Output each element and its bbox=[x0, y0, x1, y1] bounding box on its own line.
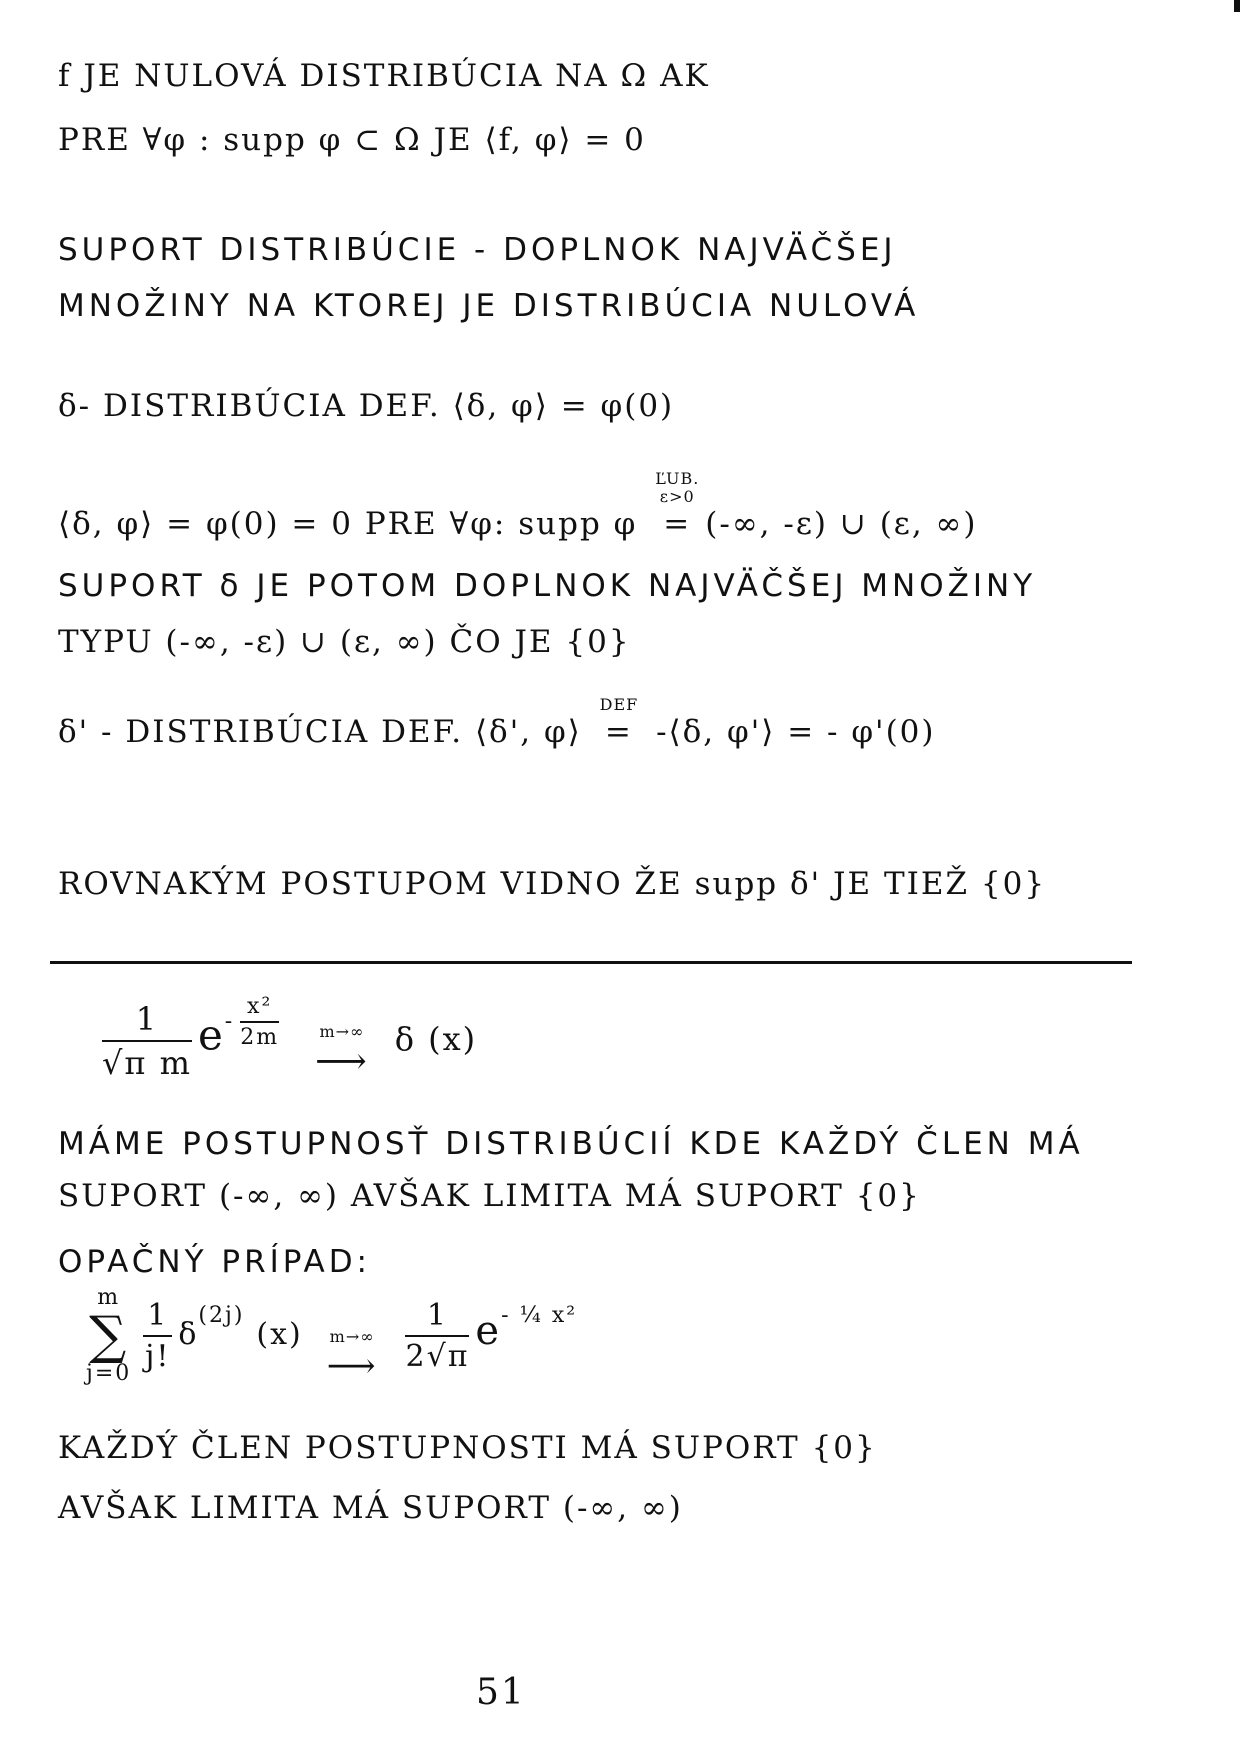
series-res-num: 1 bbox=[405, 1298, 469, 1337]
gaussian-limit-result: δ (x) bbox=[394, 1019, 478, 1058]
formula-gaussian-limit bbox=[96, 993, 478, 1082]
line-each-term-support: KAŽDÝ ČLEN POSTUPNOSTI MÁ SUPORT {0} bbox=[58, 1430, 877, 1466]
gaussian-base: e bbox=[197, 1010, 225, 1060]
line-support-def-1: SUPORT DISTRIBÚCIE - DOPLNOK NAJVÄČŠEJ bbox=[58, 232, 897, 268]
series-limit-arrow bbox=[327, 1328, 378, 1386]
gaussian-exp-minus: - bbox=[224, 1008, 235, 1034]
series-result-coefficient bbox=[405, 1298, 469, 1374]
sum-lower: j=0 bbox=[86, 1361, 132, 1386]
gaussian-coefficient bbox=[102, 1000, 192, 1082]
line-limit-support: AVŠAK LIMITA MÁ SUPORT (-∞, ∞) bbox=[58, 1490, 683, 1526]
series-delta-order: (2j) bbox=[198, 1303, 245, 1328]
gaussian-arrow-label: m→∞ bbox=[319, 1022, 365, 1041]
line-opposite-case: OPAČNÝ PRÍPAD: bbox=[58, 1244, 372, 1280]
series-result-base: e bbox=[475, 1308, 502, 1354]
line-delta-def: δ- DISTRIBÚCIA DEF. ⟨δ, φ⟩ = φ(0) bbox=[58, 388, 675, 424]
delta-zero-right: (-∞, -ε) ∪ (ε, ∞) bbox=[705, 506, 978, 542]
overset-eps: ε>0 bbox=[659, 487, 695, 506]
formula-series-limit bbox=[86, 1286, 577, 1386]
sum-sigma: ∑ bbox=[89, 1306, 129, 1366]
gaussian-coef-den: √π m bbox=[102, 1044, 192, 1082]
overset-def-eq: = bbox=[604, 714, 633, 750]
line-delta-zero bbox=[58, 470, 977, 542]
line-delta-support-1: SUPORT δ JE POTOM DOPLNOK NAJVÄČŠEJ MNOŽINY bbox=[58, 568, 1037, 604]
gaussian-exponent bbox=[224, 993, 285, 1050]
line-null-distribution-def: f JE NULOVÁ DISTRIBÚCIA NA Ω AK bbox=[58, 58, 710, 94]
gaussian-coef-num: 1 bbox=[102, 1000, 192, 1042]
line-sequence-1: MÁME POSTUPNOSŤ DISTRIBÚCIÍ KDE KAŽDÝ ČLEN MÁ bbox=[58, 1126, 1084, 1162]
delta-prime-right: -⟨δ, φ'⟩ = - φ'(0) bbox=[644, 714, 936, 750]
gaussian-exp-den: 2m bbox=[240, 1024, 280, 1050]
series-result-exponent: - ¼ x² bbox=[501, 1303, 578, 1328]
series-res-den: 2√π bbox=[405, 1339, 470, 1374]
scan-corner-mark bbox=[1234, 0, 1240, 12]
delta-zero-left: ⟨δ, φ⟩ = φ(0) = 0 PRE ∀φ: supp φ bbox=[58, 506, 650, 542]
line-support-def-2: MNOŽINY NA KTOREJ JE DISTRIBÚCIA NULOVÁ bbox=[58, 288, 920, 324]
series-delta: δ bbox=[178, 1317, 199, 1352]
eq-def bbox=[600, 696, 639, 750]
overset-def: DEF bbox=[599, 695, 639, 714]
delta-prime-left: δ' - DISTRIBÚCIA DEF. ⟨δ', φ⟩ bbox=[58, 714, 594, 750]
gaussian-limit-arrow bbox=[315, 1023, 369, 1082]
gaussian-exp-num: x² bbox=[240, 994, 279, 1023]
series-arg: (x) bbox=[256, 1317, 303, 1352]
line-delta-prime-def bbox=[58, 696, 936, 750]
gaussian-exp-frac bbox=[240, 994, 279, 1050]
series-arrow-label: m→∞ bbox=[329, 1327, 375, 1346]
series-coef-den: j! bbox=[145, 1339, 171, 1374]
series-coefficient bbox=[143, 1298, 172, 1374]
sum-symbol-block bbox=[86, 1286, 131, 1386]
eq-for-arbitrary-eps bbox=[655, 470, 699, 542]
series-arrow: ⟶ bbox=[326, 1346, 378, 1386]
gaussian-arrow: ⟶ bbox=[315, 1041, 369, 1082]
page-number: 51 bbox=[476, 1672, 526, 1713]
series-coef-num: 1 bbox=[143, 1298, 172, 1337]
overset-eq: = bbox=[663, 506, 692, 542]
line-null-distribution-condition: PRE ∀φ : supp φ ⊂ Ω JE ⟨f, φ⟩ = 0 bbox=[58, 122, 646, 158]
overset-lub: ĽUB. bbox=[655, 469, 700, 488]
line-delta-prime-support: ROVNAKÝM POSTUPOM VIDNO ŽE supp δ' JE TIEŽ {0} bbox=[58, 866, 1047, 902]
line-delta-support-2: TYPU (-∞, -ε) ∪ (ε, ∞) ČO JE {0} bbox=[58, 624, 631, 660]
horizontal-divider bbox=[50, 961, 1132, 964]
sum-upper: m bbox=[97, 1285, 121, 1310]
line-sequence-2: SUPORT (-∞, ∞) AVŠAK LIMITA MÁ SUPORT {0} bbox=[58, 1178, 921, 1214]
